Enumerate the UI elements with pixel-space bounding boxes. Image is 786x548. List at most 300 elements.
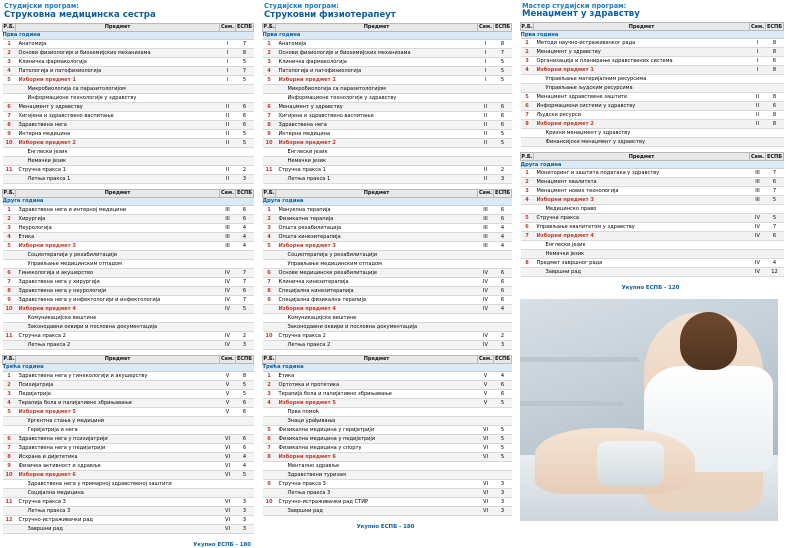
- cell-espb: 6: [494, 389, 512, 398]
- cell-espb: 8: [236, 48, 254, 57]
- table-row: [263, 461, 512, 470]
- cell-sem: IV: [750, 268, 766, 277]
- cell-name: Немачки језик: [534, 250, 750, 259]
- table-row: [3, 102, 254, 111]
- cell-espb: 12: [766, 268, 784, 277]
- table-row: [263, 452, 512, 461]
- cell-espb: [494, 147, 512, 156]
- table-row: [521, 129, 784, 138]
- cell-espb: 8: [766, 93, 784, 102]
- cell-espb: 5: [236, 380, 254, 389]
- cell-name: Здравствена нега: [276, 120, 478, 129]
- cell-espb: 3: [494, 488, 512, 497]
- cell-sem: IV: [220, 331, 236, 340]
- table-row: [263, 470, 512, 479]
- table-row: [3, 461, 254, 470]
- cell-espb: 5: [494, 138, 512, 147]
- cell-espb: 5: [494, 57, 512, 66]
- table-row: [521, 138, 784, 147]
- cell-sem: VI: [220, 506, 236, 515]
- table-row: [263, 277, 512, 286]
- cell-n: 4: [3, 232, 16, 241]
- cell-espb: 7: [236, 268, 254, 277]
- cell-espb: 6: [494, 111, 512, 120]
- cell-n: [263, 506, 276, 515]
- cell-sem: II: [478, 165, 494, 174]
- cell-espb: 8: [766, 111, 784, 120]
- cell-espb: [494, 93, 512, 102]
- cell-sem: [220, 84, 236, 93]
- cell-espb: 6: [236, 407, 254, 416]
- cell-sem: VI: [478, 443, 494, 452]
- table-row: [263, 416, 512, 425]
- table-row: [521, 259, 784, 268]
- cell-espb: 5: [236, 75, 254, 84]
- cell-n: [521, 268, 534, 277]
- cell-name: Менаџмент у здравству: [16, 102, 220, 111]
- table-row: [3, 232, 254, 241]
- cell-sem: I: [220, 48, 236, 57]
- cell-n: [3, 425, 16, 434]
- cell-name: Микробиологија са паразитологијом: [276, 84, 478, 93]
- cell-sem: VI: [220, 497, 236, 506]
- cell-name: Општа кинезитерапија: [276, 232, 478, 241]
- column-header-sem: Сем.: [220, 24, 235, 31]
- cell-sem: IV: [750, 214, 766, 223]
- cell-name: Патологија и патофизиологија: [16, 66, 220, 75]
- table-row: [521, 75, 784, 84]
- cell-n: 3: [3, 57, 16, 66]
- table-row: [263, 407, 512, 416]
- cell-n: 2: [521, 48, 534, 57]
- column-header-espb: ЕСПБ: [494, 356, 511, 363]
- cell-sem: IV: [220, 295, 236, 304]
- cell-name: Физикална медицина у педијатрији: [276, 434, 478, 443]
- cell-name: Терапија бола и палијативно збрињавање: [16, 398, 220, 407]
- cell-n: 12: [3, 515, 16, 524]
- cell-espb: [236, 156, 254, 165]
- cell-espb: 5: [494, 75, 512, 84]
- cell-n: 5: [3, 241, 16, 250]
- cell-name: Изборни предмет 4: [276, 304, 478, 313]
- cell-n: [3, 479, 16, 488]
- cell-n: [3, 93, 16, 102]
- cell-sem: I: [750, 48, 766, 57]
- column-header-subject: Предмет: [16, 355, 220, 363]
- cell-name: Физикална медицина у геријатрији: [276, 425, 478, 434]
- table-row: [521, 169, 784, 178]
- table-row: [263, 286, 512, 295]
- cell-n: [263, 322, 276, 331]
- cell-name: Етика: [276, 371, 478, 380]
- cell-n: 6: [263, 268, 276, 277]
- cell-name: Специјална физикална терапија: [276, 295, 478, 304]
- cell-espb: [494, 156, 512, 165]
- table-row: [521, 66, 784, 75]
- cell-name: Педијатрија: [16, 389, 220, 398]
- table-row: [263, 165, 512, 174]
- cell-name: Информационе технологије у здравству: [276, 93, 478, 102]
- cell-n: 3: [3, 389, 16, 398]
- year-label: Друга година: [521, 161, 784, 169]
- table-row: [263, 313, 512, 322]
- cell-n: [263, 416, 276, 425]
- cell-n: 4: [263, 66, 276, 75]
- table-row: [3, 250, 254, 259]
- column-header-rb: Р.Б.: [263, 190, 275, 197]
- table-row: [3, 93, 254, 102]
- cell-name: Стручна пракса 3: [276, 479, 478, 488]
- cell-sem: VI: [220, 434, 236, 443]
- table-row: [3, 156, 254, 165]
- cell-name: Организација и планирање здравствених система: [534, 57, 750, 66]
- table-row: [3, 277, 254, 286]
- cell-espb: [766, 75, 784, 84]
- table-row: [3, 434, 254, 443]
- table-row: [3, 470, 254, 479]
- cell-name: Управљање квалитетом у здравству: [534, 223, 750, 232]
- cell-sem: VI: [478, 488, 494, 497]
- cell-name: Физикална терапија: [276, 214, 478, 223]
- cell-sem: I: [478, 48, 494, 57]
- cell-n: 10: [263, 497, 276, 506]
- cell-name: Изборни предмет 1: [276, 75, 478, 84]
- cell-n: 1: [3, 39, 16, 48]
- cell-name: Менаџмент нових технологија: [534, 187, 750, 196]
- cell-n: [263, 93, 276, 102]
- cell-n: [3, 416, 16, 425]
- cell-sem: VI: [478, 425, 494, 434]
- table-row: [521, 111, 784, 120]
- cell-sem: [478, 93, 494, 102]
- cell-sem: V: [220, 380, 236, 389]
- year-heading-row: [521, 31, 784, 39]
- cell-espb: 6: [236, 102, 254, 111]
- cell-name: Летња пракса 3: [16, 506, 220, 515]
- column-header-sem: Сем.: [478, 356, 493, 363]
- cell-sem: [220, 147, 236, 156]
- cell-name: Патологија и патофизиологија: [276, 66, 478, 75]
- photo-hair: [680, 312, 737, 370]
- cell-n: 5: [521, 93, 534, 102]
- cell-n: [263, 174, 276, 183]
- cell-espb: 6: [494, 214, 512, 223]
- cell-n: 11: [3, 497, 16, 506]
- cell-sem: II: [478, 138, 494, 147]
- cell-name: Прва помоћ: [276, 407, 478, 416]
- table-header-row: [3, 189, 254, 197]
- cell-n: 5: [263, 241, 276, 250]
- column-header-rb: Р.Б.: [521, 23, 533, 30]
- year-label: Друга година: [3, 197, 254, 205]
- cell-espb: 2: [494, 331, 512, 340]
- cell-name: Социјална медицина: [16, 488, 220, 497]
- cell-espb: [766, 250, 784, 259]
- cell-name: Хигијена и здравствено васпитање: [16, 111, 220, 120]
- column-header-espb: ЕСПБ: [236, 356, 253, 363]
- year-heading-row: [521, 161, 784, 169]
- cell-name: Менаџмент квалитета: [534, 178, 750, 187]
- cell-n: 9: [3, 461, 16, 470]
- cell-name: Клиничка фармакологија: [276, 57, 478, 66]
- cell-n: 10: [3, 138, 16, 147]
- cell-name: Здравствена нега у неурологији: [16, 286, 220, 295]
- cell-sem: III: [750, 169, 766, 178]
- cell-espb: [236, 479, 254, 488]
- cell-name: Изборни предмет 2: [276, 138, 478, 147]
- table-row: [521, 205, 784, 214]
- table-row: [521, 48, 784, 57]
- cell-n: [263, 470, 276, 479]
- table-header-row: [263, 355, 512, 363]
- cell-n: 1: [3, 371, 16, 380]
- table-row: [3, 322, 254, 331]
- cell-name: Стручна пракса 3: [16, 497, 220, 506]
- cell-name: Изборни предмет 5: [276, 398, 478, 407]
- cell-espb: 5: [494, 129, 512, 138]
- cell-espb: [236, 93, 254, 102]
- cell-n: [521, 250, 534, 259]
- cell-sem: III: [478, 241, 494, 250]
- cell-sem: V: [220, 407, 236, 416]
- program-title: Струковни физиотерапеут: [264, 10, 396, 21]
- cell-name: Анатомија: [16, 39, 220, 48]
- cell-name: Законодавни оквири и пословна документација: [16, 322, 220, 331]
- cell-name: Стручна пракса: [534, 214, 750, 223]
- table-row: [263, 75, 512, 84]
- cell-n: 3: [3, 223, 16, 232]
- cell-name: Здравствена нега и интерној медицини: [16, 205, 220, 214]
- table-row: [263, 488, 512, 497]
- cell-sem: IV: [478, 268, 494, 277]
- cell-sem: [750, 241, 766, 250]
- table-row: [521, 268, 784, 277]
- table-row: [3, 425, 254, 434]
- cell-name: Изборни предмет 4: [534, 232, 750, 241]
- column-header-espb: ЕСПБ: [494, 190, 511, 197]
- cell-espb: [494, 461, 512, 470]
- cell-name: Гинекологија и акушерство: [16, 268, 220, 277]
- cell-espb: [236, 313, 254, 322]
- table-row: [3, 120, 254, 129]
- cell-n: 4: [521, 66, 534, 75]
- table-row: [521, 250, 784, 259]
- cell-espb: 6: [766, 178, 784, 187]
- table-row: [3, 380, 254, 389]
- column-header-subject: Предмет: [276, 189, 478, 197]
- cell-sem: II: [220, 102, 236, 111]
- cell-espb: [766, 241, 784, 250]
- table-header-row: [521, 153, 784, 161]
- cell-espb: 4: [494, 371, 512, 380]
- table-row: [3, 223, 254, 232]
- cell-espb: 8: [766, 120, 784, 129]
- cell-n: 4: [3, 66, 16, 75]
- cell-sem: III: [478, 223, 494, 232]
- cell-espb: [236, 250, 254, 259]
- cell-n: [3, 340, 16, 349]
- cell-espb: 4: [236, 232, 254, 241]
- cell-sem: VI: [220, 515, 236, 524]
- cell-n: 2: [3, 380, 16, 389]
- cell-sem: III: [750, 196, 766, 205]
- cell-sem: III: [478, 232, 494, 241]
- cell-espb: [766, 84, 784, 93]
- table-row: [3, 259, 254, 268]
- cell-sem: II: [478, 129, 494, 138]
- cell-n: [3, 259, 16, 268]
- cell-name: Психијатрија: [16, 380, 220, 389]
- cell-espb: [494, 250, 512, 259]
- cell-sem: [220, 313, 236, 322]
- curriculum-table: [520, 152, 784, 277]
- table-row: [521, 241, 784, 250]
- cell-sem: II: [750, 120, 766, 129]
- cell-sem: II: [220, 174, 236, 183]
- cell-sem: [478, 322, 494, 331]
- cell-n: 4: [263, 232, 276, 241]
- table-row: [3, 174, 254, 183]
- cell-sem: [220, 479, 236, 488]
- cell-name: Летња пракса 2: [16, 340, 220, 349]
- cell-sem: VI: [220, 443, 236, 452]
- column-header-sem: Сем.: [220, 356, 235, 363]
- cell-sem: [478, 156, 494, 165]
- cell-sem: V: [478, 389, 494, 398]
- cell-name: Ургентна стања у медицини: [16, 416, 220, 425]
- cell-name: Стручно-истраживачки рад: [16, 515, 220, 524]
- cell-sem: IV: [750, 232, 766, 241]
- cell-espb: 8: [236, 371, 254, 380]
- table-row: [521, 93, 784, 102]
- year-label: Друга година: [263, 197, 512, 205]
- cell-espb: [766, 138, 784, 147]
- cell-name: Летња пракса 2: [276, 340, 478, 349]
- cell-n: [263, 304, 276, 313]
- cell-sem: [750, 138, 766, 147]
- cell-sem: IV: [750, 223, 766, 232]
- cell-espb: 3: [494, 479, 512, 488]
- table-row: [3, 371, 254, 380]
- cell-name: Стручно-истраживачки рад СТИР: [276, 497, 478, 506]
- cell-name: Завршни рад: [276, 506, 478, 515]
- cell-name: Стручна пракса 2: [16, 331, 220, 340]
- cell-n: 6: [521, 223, 534, 232]
- year-heading-row: [3, 31, 254, 39]
- curriculum-table: [2, 355, 254, 534]
- cell-n: 6: [263, 102, 276, 111]
- table-row: [263, 223, 512, 232]
- cell-n: 3: [521, 187, 534, 196]
- cell-n: 6: [3, 268, 16, 277]
- table-row: [3, 304, 254, 313]
- cell-n: [263, 461, 276, 470]
- column-header-rb: Р.Б.: [3, 24, 15, 31]
- cell-sem: III: [478, 205, 494, 214]
- cell-n: 7: [521, 111, 534, 120]
- cell-sem: I: [220, 66, 236, 75]
- table-row: [263, 497, 512, 506]
- cell-name: Хирургија: [16, 214, 220, 223]
- cell-n: 1: [263, 39, 276, 48]
- table-row: [263, 102, 512, 111]
- table-row: [263, 259, 512, 268]
- table-row: [263, 93, 512, 102]
- cell-espb: [494, 470, 512, 479]
- cell-n: 1: [521, 169, 534, 178]
- cell-name: Здравствена нега у психијатрији: [16, 434, 220, 443]
- cell-name: Информациони системи у здравству: [534, 102, 750, 111]
- cell-espb: 6: [236, 398, 254, 407]
- cell-name: Изборни предмет 3: [534, 196, 750, 205]
- cell-espb: [236, 147, 254, 156]
- cell-espb: [236, 416, 254, 425]
- cell-sem: I: [478, 57, 494, 66]
- cell-n: 2: [3, 214, 16, 223]
- cell-espb: 5: [494, 425, 512, 434]
- cell-espb: [494, 313, 512, 322]
- cell-sem: III: [220, 205, 236, 214]
- cell-name: Медицинско право: [534, 205, 750, 214]
- year-heading-row: [3, 363, 254, 371]
- table-row: [263, 57, 512, 66]
- table-row: [3, 268, 254, 277]
- cell-espb: 5: [236, 138, 254, 147]
- cell-espb: 6: [236, 214, 254, 223]
- curriculum-table: [262, 189, 512, 350]
- table-header-row: [3, 23, 254, 31]
- cell-name: Стручна пракса 2: [276, 331, 478, 340]
- table-row: [521, 196, 784, 205]
- table-row: [521, 187, 784, 196]
- cell-n: 11: [3, 331, 16, 340]
- cell-espb: 6: [494, 268, 512, 277]
- cell-espb: 3: [494, 340, 512, 349]
- cell-sem: III: [220, 214, 236, 223]
- cell-name: Исхрана и дијететика: [16, 452, 220, 461]
- cell-n: 2: [521, 178, 534, 187]
- cell-name: Управљање материјалним ресурсима: [534, 75, 750, 84]
- cell-name: Терапија бола и палијативно збрињавање: [276, 389, 478, 398]
- program-title: Струковна медицинска сестра: [4, 10, 156, 21]
- cell-sem: VI: [220, 452, 236, 461]
- table-row: [521, 178, 784, 187]
- cell-n: [521, 138, 534, 147]
- cell-name: Енглески језик: [534, 241, 750, 250]
- cell-sem: [750, 205, 766, 214]
- cell-name: Здравствена нега у гинекологији и акушерству: [16, 371, 220, 380]
- cell-sem: [220, 416, 236, 425]
- table-header-row: [263, 23, 512, 31]
- cell-sem: V: [478, 398, 494, 407]
- cell-name: Неурологија: [16, 223, 220, 232]
- cell-sem: [750, 75, 766, 84]
- cell-sem: III: [478, 214, 494, 223]
- cell-n: 8: [3, 120, 16, 129]
- table-row: [263, 232, 512, 241]
- cell-sem: [220, 250, 236, 259]
- cell-espb: 3: [236, 524, 254, 533]
- table-row: [521, 214, 784, 223]
- cell-espb: 5: [236, 304, 254, 313]
- cell-name: Законодавни оквири и пословна документација: [276, 322, 478, 331]
- cell-sem: II: [220, 129, 236, 138]
- cell-espb: [494, 322, 512, 331]
- cell-sem: II: [478, 102, 494, 111]
- column-header-subject: Предмет: [534, 153, 750, 161]
- cell-sem: [750, 250, 766, 259]
- table-row: [263, 434, 512, 443]
